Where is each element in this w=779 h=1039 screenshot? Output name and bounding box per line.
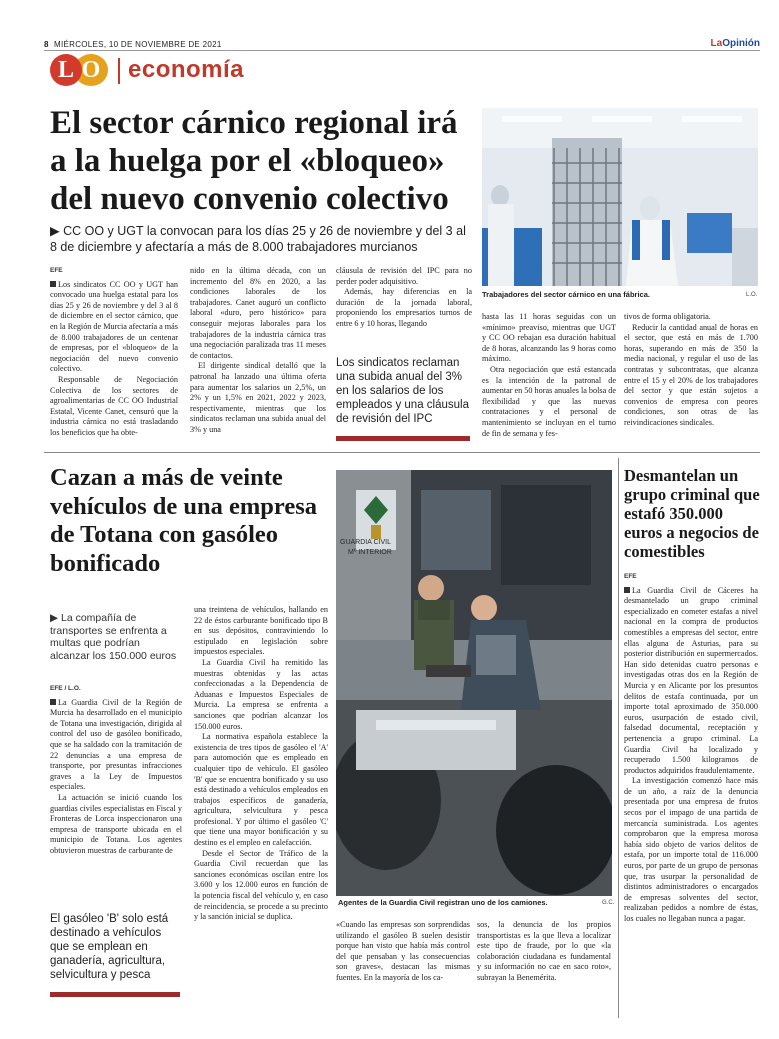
article1-column-1 <box>50 266 178 439</box>
article1-column-3 <box>336 266 472 330</box>
article1-photo-caption: Trabajadores del sector cárnico en una fábrica. <box>482 290 650 299</box>
article1-column-2 <box>190 266 326 436</box>
brand-name: Opinión <box>722 38 760 49</box>
article2-paragraph: La normativa española establece la existencia de tres tipos de gasóleo el 'A' para automoción que es empleado en cualquier tipo de vehículo. El gasóleo 'B' que se encuentra bonificado y su uso está destinado a vehículos empleados en trabajos específicos de ganadería, agricultura, selvicultura y pesca profesional. Y por último el gasóleo 'C' que tiene una mayor bonificación y su destino es el empleo en calefacción. <box>194 732 328 848</box>
article1-agency: EFE <box>50 267 63 274</box>
logo-l: L <box>50 54 82 86</box>
article1-paragraph: Además, hay diferencias en la duración de la jornada laboral, proponiendo los empresarios turnos de entre 6 y 10 horas, llegando <box>336 287 472 328</box>
article2-column-2 <box>194 605 328 923</box>
pullquote-bar <box>336 436 470 441</box>
article1-subhead-text: CC OO y UGT la convocan para los días 25 y 26 de noviembre y del 3 al 8 de diciembre y afectaría a más de 8.000 trabajadores murcianos <box>50 224 466 254</box>
article1-column-5 <box>624 312 758 429</box>
article2-subhead: ▶ La compañía de transportes se enfrenta a multas que podrían alcanzar los 150.000 euros <box>50 612 177 662</box>
brand-prefix: La <box>710 38 723 49</box>
article2-column-3 <box>336 920 470 984</box>
article1-paragraph: nido en la última década, con un incremento del 8% en 2020, a las condiciones laborales de los trabajadores. Canet auguró un conflicto laboral «duro, pero histórico» para conseguir mejoras laborales para los trabajadores de la industria cárnica tras una negociación paralizada tras 11 meses de contactos. <box>190 266 326 360</box>
article2-pullquote: El gasóleo 'B' solo está destinado a vehículos que se emplean en ganadería, agricultura, selvicultura y pesca <box>50 913 169 981</box>
section-divider <box>118 58 120 84</box>
article2-paragraph: La Guardia Civil ha remitido las muestras obtenidas y las actas confeccionadas a la Dependencia de Aduanas e Impuestos Especiales de Murcia. La empresa se enfrenta a sanciones que podrían alcanzar los 150.000 euros. <box>194 657 328 731</box>
article3-paragraph <box>624 586 758 777</box>
article1-paragraph-text: Los sindicatos CC OO y UGT han convocado una huelga estatal para los días 25 y 26 de noviembre y del 3 al 8 de diciembre en el sector cárnico, que en la Región de Murcia afectaría a más de 8.000 trabajadores de un centenar de empresas, por el «bloqueo» de la negociación del nuevo convenio colectivo. <box>50 279 178 374</box>
article3-paragraph-text: La Guardia Civil de Cáceres ha desmantelado un grupo criminal especializado en cometer estafas a nivel nacional en la compra de productos comestibles a empresas del sector, entre ellas alguna de Asturias, para su posterior distribución en supermercados. Han sido detenidas cuatro personas e investigadas otras dos en la Región de Murcia y en Alicante por los presuntos delitos de estafa continuada, por un importe total aproximado de 350.000 euros, usurpación de estado civil, falsedad documental, receptación y pertenencia a grupo criminal. La Guardia Civil ha localizado y recuperado 1.500 kilogramos de productos adquiridos fraudulentamente. <box>624 585 758 775</box>
article1-headline: El sector cárnico regional irá a la huelga por el «bloqueo» del nuevo convenio colectivo <box>50 105 458 217</box>
article1-pullquote: Los sindicatos reclaman una subida anual del 3% en los salarios de los empleados y una cláusula de revisión del IPC <box>336 357 469 425</box>
article2-photo-caption: Agentes de la Guardia Civil registran uno de los camiones. <box>338 898 548 907</box>
meat-factory-photo <box>482 108 758 286</box>
article-divider <box>44 452 760 453</box>
pullquote-bar <box>50 992 180 997</box>
logo-o: O <box>74 54 108 86</box>
article2-subhead-text: La compañía de transportes se enfrenta a multas que podrían alcanzar los 150.000 euros <box>50 612 177 662</box>
guardia-civil-truck-photo <box>336 470 612 896</box>
article3-headline: Desmantelan un grupo criminal que estafó 350.000 euros a negocios de comestibles <box>624 466 760 561</box>
article2-column-4 <box>477 920 611 984</box>
section-title: economía <box>128 56 245 83</box>
article1-paragraph: Reducir la cantidad anual de horas en el sector, que está en más de 1.700 horas, superando en más de 350 la media nacional, y regular el uso de las contratas y subcontratas, que alcanza entre el 15 y el 20% de los trabajadores del sector y que están sujetos a convenios de empresa con peores condiciones, son otras de las reivindicaciones sindicales. <box>624 322 758 427</box>
article2-paragraph: una treintena de vehículos, hallando en 22 de éstos carburante bonificado tipo B en sus depósitos, contraviniendo lo estipulado en legislación sobre impuestos especiales. <box>194 605 328 657</box>
article1-column-4 <box>482 312 616 439</box>
article2-paragraph: La actuación se inició cuando los guardias civiles especialistas en Fiscal y Fronteras de Lorca inspeccionaron una empresa de transporte ubicada en el municipio de Totana. Los agentes obtuvieron muestras de carburante de <box>50 792 182 855</box>
article3-paragraph: La investigación comenzó hace más de un año, a raíz de la denuncia presentada por una empresa de frutos secos por el impago de una partida de mercancía suministrada. Los agentes comprobaron que la empresa morosa había sido objeto de varios delitos de estafa, por un importe total de 116.000 euros, por parte de un grupo de personas que, tras usurpar la personalidad de distintos administradores o encargados de empresas solventes del sector, realizaban pedidos a nombre de éstas, los cuales no llegaban nunca a pagar. <box>624 776 758 923</box>
article1-paragraph: Responsable de Negociación Colectiva de los sectores de agroalimentarias de CC OO Industrial Estatal, Vicente Canet, censuró que la industria cárnica no está trasladando los beneficios que ha obte- <box>50 374 178 437</box>
article1-paragraph: tivos de forma obligatoria. <box>624 312 711 321</box>
article1-paragraph: El dirigente sindical detalló que la patronal ha lanzado una última oferta para aumentar los salarios un 2,5%, un 2% y un 1,5% en 2021, 2022 y 2023, respectivamente, mientras que los sindicatos reclaman una subida anual del 3% y una <box>190 361 326 434</box>
guardia-civil-sign-line-1: GUARDIA CIVIL <box>340 539 391 546</box>
article2-agency: EFE / L.O. <box>50 685 81 692</box>
article1-paragraph: Otra negociación que está estancada es la intención de la patronal de aumentar en 50 horas anuales la bolsa de flexibilidad y que las nuevas contrataciones y el personal de mantenimiento se incluyan en el turno de fin de semana y fes- <box>482 364 616 438</box>
header-rule <box>44 50 760 51</box>
article2-column-1 <box>50 684 182 857</box>
article2-headline: Cazan a más de veinte vehículos de una empresa de Totana con gasóleo bonificado <box>50 464 318 577</box>
newspaper-brand <box>711 38 760 49</box>
article2-paragraph-text: La Guardia Civil de la Región de Murcia ha desarrollado en el municipio de Totana una investigación, dirigida al control del uso de gasóleo bonificado, que se ha saldado con la tramitación de 22 denuncias a una empresa de transporte, por presuntas infracciones graves a la Ley de Impuestos especiales. <box>50 697 182 792</box>
article1-paragraph: cláusula de revisión del IPC para no perder poder adquisitivo. <box>336 266 472 286</box>
article1-subhead: ▶ CC OO y UGT la convocan para los días 25 y 26 de noviembre y del 3 al 8 de diciembre y afectaría a más de 8.000 trabajadores murcianos <box>50 224 466 254</box>
article2-paragraph: Desde el Sector de Tráfico de la Guardia Civil recuerdan que las sanciones económicas oscilan entre los 3.600 y los 12.000 euros en función de la potencia fiscal del vehículo y, en caso de reincidencia, se procede a su precinto y la sanción inicial se duplica. <box>194 848 328 922</box>
article1-paragraph <box>50 280 178 375</box>
article2-paragraph <box>50 698 182 793</box>
lead-square-icon <box>50 699 56 705</box>
article3-agency: EFE <box>624 573 637 580</box>
article2-paragraph: sos, la denuncia de los propios transportistas es la que lleva a localizar este tipo de fraude, por lo que «la colaboración ciudadana es fundamental y su información no cae en saco roto», subrayan la Benemérita. <box>477 920 611 982</box>
article2-photo-credit: G.C. <box>602 900 615 906</box>
article2-paragraph: «Cuando las empresas son sorprendidas utilizando el gasóleo B suelen desistir porque han visto que había más control del que pensaban y las consecuencias son graves», destacan las mismas fuentes. En la mayoría de los ca- <box>336 920 470 982</box>
guardia-civil-sign-line-2: Mº INTERIOR <box>348 549 392 556</box>
article3-column <box>624 572 758 925</box>
article1-photo-credit: L.O. <box>746 292 758 298</box>
page-number: 8 <box>44 40 49 49</box>
page-date: MIÉRCOLES, 10 DE NOVIEMBRE DE 2021 <box>54 40 222 49</box>
lead-square-icon <box>50 281 56 287</box>
lo-logo <box>50 54 114 88</box>
lead-square-icon <box>624 587 630 593</box>
article1-paragraph: hasta las 11 horas seguidas con un «mínimo» preaviso, mientras que UGT y CC OO rebajan esa duración habitual de 8 horas, alcanzando las 9 horas como máximo. <box>482 312 616 364</box>
column-rule <box>618 458 619 1018</box>
